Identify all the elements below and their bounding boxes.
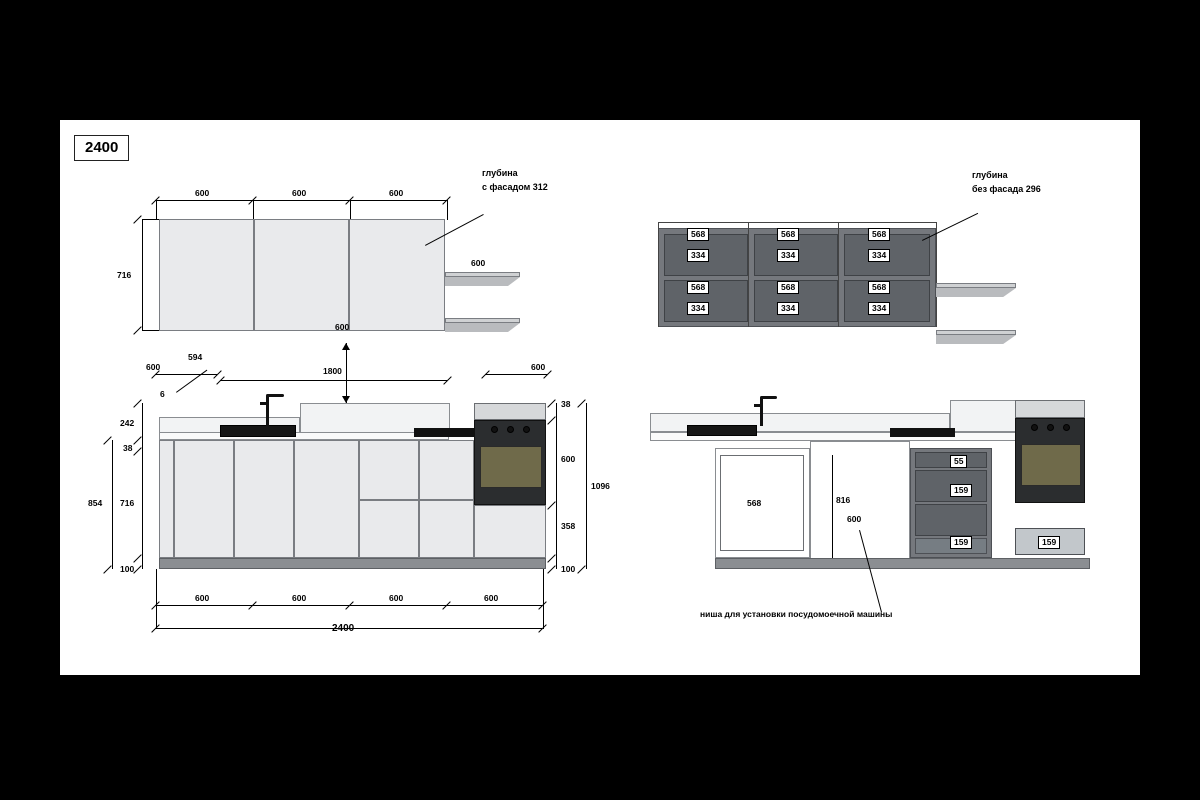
dim-line-600-right bbox=[485, 374, 547, 375]
dim-tick bbox=[133, 399, 141, 407]
letterbox-top bbox=[0, 0, 1200, 120]
dim-ext-total-right bbox=[586, 403, 587, 569]
dim-600-right-oven: 600 bbox=[561, 454, 576, 464]
dim-line-upper-top bbox=[155, 200, 447, 201]
dim-tick bbox=[133, 565, 141, 573]
open-shelf-top bbox=[445, 272, 520, 277]
dim-334-l2: 334 bbox=[777, 302, 799, 315]
section-open-shelf-top bbox=[936, 283, 1016, 288]
upper-cabinet-3 bbox=[349, 219, 445, 331]
dim-line-upper-height bbox=[142, 219, 143, 330]
section-ext bbox=[838, 222, 839, 327]
dim-ext bbox=[556, 558, 557, 569]
dim-55: 55 bbox=[950, 455, 967, 468]
dim-568-l1: 568 bbox=[687, 281, 709, 294]
dim-854: 854 bbox=[88, 498, 103, 508]
section-drawer-3 bbox=[915, 504, 987, 536]
page-title: 2400 bbox=[74, 135, 129, 161]
dim-line-1800 bbox=[220, 380, 447, 381]
dim-ext-line bbox=[447, 200, 448, 220]
section-open-shelf-bottom bbox=[936, 330, 1016, 335]
section-ext bbox=[748, 222, 749, 327]
dim-334-l1: 334 bbox=[687, 302, 709, 315]
dim-100-right: 100 bbox=[561, 564, 576, 574]
lower-drawer-bottom-2 bbox=[419, 500, 474, 558]
dim-334-u2: 334 bbox=[777, 249, 799, 262]
dim-ext bbox=[556, 420, 557, 505]
dim-600-left: 600 bbox=[146, 362, 161, 372]
section-dim-line-top bbox=[658, 222, 936, 223]
dim-334-u1: 334 bbox=[687, 249, 709, 262]
dim-ext-line bbox=[350, 200, 351, 220]
dim-568-u3: 568 bbox=[868, 228, 890, 241]
dim-ext bbox=[142, 440, 143, 450]
dim-tick bbox=[133, 447, 141, 455]
dim-1800: 1800 bbox=[323, 366, 342, 376]
letterbox-right bbox=[1140, 0, 1200, 800]
leader-line-depth-no-facade bbox=[922, 213, 978, 241]
label-dishwasher-niche: ниша для установки посудомоечной машины bbox=[700, 609, 893, 619]
section-oven-knob bbox=[1047, 424, 1054, 431]
cooktop bbox=[414, 428, 474, 437]
dim-tick bbox=[547, 554, 555, 562]
lower-drawer-top-2 bbox=[419, 440, 474, 500]
dim-bottom-2: 600 bbox=[292, 593, 307, 603]
dim-568-sink: 568 bbox=[747, 498, 762, 508]
letterbox-bottom bbox=[0, 675, 1200, 800]
faucet-handle bbox=[260, 402, 268, 405]
dim-shelf-width: 600 bbox=[471, 258, 486, 268]
section-sink-cabinet-inner bbox=[720, 455, 804, 551]
section-sink bbox=[687, 425, 757, 436]
dim-568-u2: 568 bbox=[777, 228, 799, 241]
dim-bottom-3: 600 bbox=[389, 593, 404, 603]
label-depth-no-facade-line1: глубина bbox=[972, 170, 1008, 180]
dim-159-b: 159 bbox=[950, 536, 972, 549]
upper-cabinet-2 bbox=[254, 219, 349, 331]
dim-line-600-left bbox=[155, 374, 217, 375]
dim-ext-line bbox=[142, 330, 160, 331]
dim-tick bbox=[103, 565, 111, 573]
dim-100: 100 bbox=[120, 564, 135, 574]
dim-38: 38 bbox=[123, 443, 133, 453]
oven-base-drawer bbox=[474, 505, 546, 558]
dim-tick bbox=[133, 436, 141, 444]
lower-drawer-top bbox=[359, 440, 419, 500]
dishwasher-niche bbox=[810, 441, 910, 566]
oven-knob bbox=[507, 426, 514, 433]
shelf-shadow bbox=[445, 323, 520, 332]
dim-clearance: 600 bbox=[335, 322, 350, 332]
section-cooktop bbox=[890, 428, 955, 437]
dim-ext-line bbox=[543, 569, 544, 629]
dim-ext-total-left bbox=[112, 440, 113, 569]
dim-tick bbox=[133, 554, 141, 562]
dim-ext-line bbox=[253, 200, 254, 220]
faucet-stem bbox=[266, 396, 269, 426]
shelf-shadow bbox=[445, 277, 520, 286]
section-oven-top bbox=[1015, 400, 1085, 418]
section-ext bbox=[936, 222, 937, 327]
section-oven-glass bbox=[1021, 444, 1081, 486]
niche-dim-ext bbox=[832, 455, 833, 565]
dim-bottom-4: 600 bbox=[484, 593, 499, 603]
section-ext bbox=[658, 222, 659, 327]
oven-glass bbox=[480, 446, 542, 488]
oven-top-strip bbox=[474, 403, 546, 420]
lower-door-2 bbox=[234, 440, 294, 558]
arrow-head-up bbox=[342, 343, 350, 350]
dim-ext bbox=[556, 403, 557, 420]
section-faucet-spout bbox=[760, 396, 777, 399]
dim-tick bbox=[547, 565, 555, 573]
dim-568-u1: 568 bbox=[687, 228, 709, 241]
dim-tick bbox=[577, 565, 585, 573]
oven-knob bbox=[491, 426, 498, 433]
dim-334-u3: 334 bbox=[868, 249, 890, 262]
dim-ext bbox=[142, 403, 143, 440]
countertop bbox=[159, 432, 449, 440]
arrow-head-down bbox=[342, 396, 350, 403]
dim-159-a: 159 bbox=[950, 484, 972, 497]
dim-tick bbox=[547, 416, 555, 424]
dim-ext bbox=[556, 505, 557, 558]
dim-upper-w2: 600 bbox=[292, 188, 307, 198]
lower-end-panel bbox=[159, 440, 174, 558]
dim-568-l2: 568 bbox=[777, 281, 799, 294]
dim-tick bbox=[547, 399, 555, 407]
dim-ext bbox=[142, 558, 143, 569]
dim-568-l3: 568 bbox=[868, 281, 890, 294]
dim-upper-w3: 600 bbox=[389, 188, 404, 198]
lower-drawer-bottom bbox=[359, 500, 419, 558]
clearance-arrow bbox=[346, 343, 347, 403]
dim-tick bbox=[547, 501, 555, 509]
faucet-spout bbox=[266, 394, 284, 397]
dim-600-niche: 600 bbox=[847, 514, 862, 524]
dim-ext bbox=[142, 450, 143, 558]
lower-door-1 bbox=[174, 440, 234, 558]
dim-tick bbox=[133, 215, 141, 223]
dim-1096: 1096 bbox=[591, 481, 610, 491]
sink bbox=[220, 425, 296, 437]
dim-594: 594 bbox=[188, 352, 203, 362]
section-oven-knob bbox=[1063, 424, 1070, 431]
dim-242: 242 bbox=[120, 418, 135, 428]
dim-tick bbox=[103, 436, 111, 444]
label-depth-no-facade-line2: без фасада 296 bbox=[972, 184, 1041, 194]
dim-tick bbox=[133, 326, 141, 334]
label-depth-facade-line1: глубина bbox=[482, 168, 518, 178]
dim-600-right: 600 bbox=[531, 362, 546, 372]
shelf-shadow bbox=[936, 335, 1016, 344]
dim-ext-line bbox=[156, 200, 157, 220]
dim-159-c: 159 bbox=[1038, 536, 1060, 549]
dim-upper-w1: 600 bbox=[195, 188, 210, 198]
open-shelf-bottom bbox=[445, 318, 520, 323]
plinth bbox=[159, 558, 546, 569]
dim-816: 816 bbox=[836, 495, 851, 505]
dim-total-2400: 2400 bbox=[332, 623, 355, 634]
label-depth-facade-line2: с фасадом 312 bbox=[482, 182, 548, 192]
dim-ext-line bbox=[142, 219, 160, 220]
letterbox-left bbox=[0, 0, 60, 800]
section-faucet-handle bbox=[754, 404, 762, 407]
dim-38-right: 38 bbox=[561, 399, 571, 409]
dim-tick bbox=[577, 399, 585, 407]
dim-716: 716 bbox=[120, 498, 135, 508]
dim-334-l3: 334 bbox=[868, 302, 890, 315]
shelf-shadow bbox=[936, 288, 1016, 297]
oven-knob bbox=[523, 426, 530, 433]
upper-cabinet-1 bbox=[159, 219, 254, 331]
lower-door-3 bbox=[294, 440, 359, 558]
dim-upper-height: 716 bbox=[117, 270, 132, 280]
dim-358: 358 bbox=[561, 521, 576, 531]
dim-bottom-1: 600 bbox=[195, 593, 210, 603]
section-plinth bbox=[715, 558, 1090, 569]
dim-ext-line bbox=[156, 569, 157, 629]
section-faucet-stem bbox=[760, 398, 763, 426]
section-oven-knob bbox=[1031, 424, 1038, 431]
dim-6: 6 bbox=[160, 389, 165, 399]
